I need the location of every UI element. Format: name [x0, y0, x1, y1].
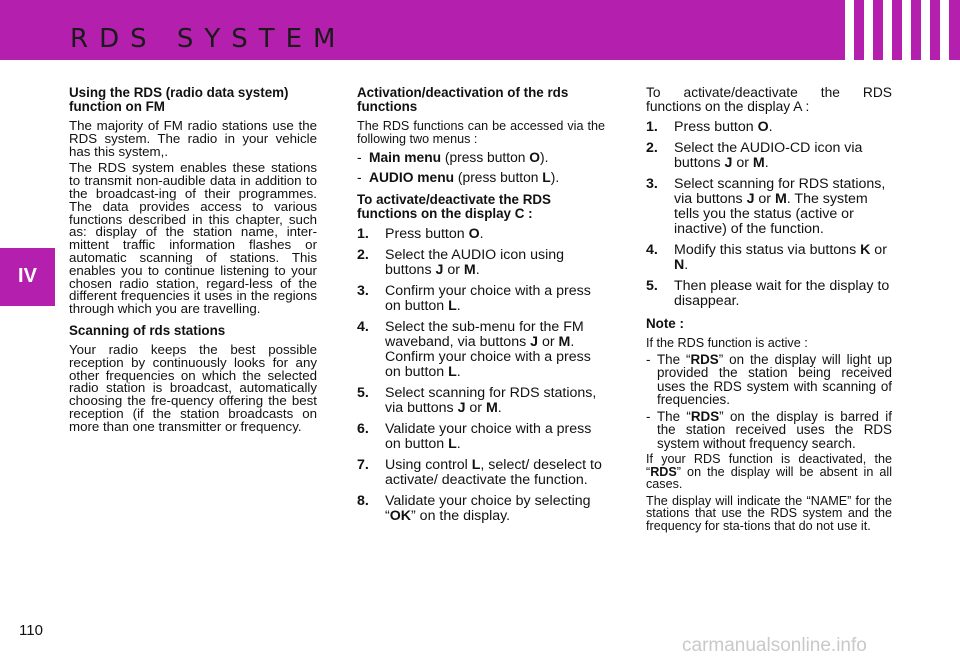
note-dash: -: [646, 408, 651, 424]
menu-name: AUDIO menu: [369, 170, 455, 185]
page-title: RDS SYSTEM: [70, 24, 347, 54]
step-number: 5.: [357, 385, 369, 401]
paragraph-scanning: Your radio keeps the best possible reception by continuously looks for any other frequencies on which the selected radio station is broadcast, automatically choosing the fre-quency offering the best reception (if the station broadcasts on more than one transmitter or frequency.: [69, 341, 317, 434]
note-intro: If the RDS function is active :: [646, 336, 808, 350]
step-fragment: Select the sub-menu for the FM waveband, via buttons: [385, 319, 584, 350]
step-number: 1.: [646, 119, 658, 135]
note-item: [646, 410, 892, 451]
button-key: L: [448, 364, 457, 380]
column-3: [646, 86, 892, 536]
note-heading: Note :: [646, 316, 684, 331]
button-key: M: [774, 191, 787, 207]
step-item: [646, 243, 892, 273]
menu-dash: -: [357, 150, 362, 165]
step-fragment: .: [456, 436, 461, 452]
button-key: O: [468, 226, 480, 242]
step-fragment: . The system tells you the status (active or inactive) of the function.: [674, 191, 868, 237]
menu-text: [369, 151, 548, 165]
step-number: 1.: [357, 226, 369, 242]
button-key: L: [471, 457, 481, 473]
chapter-tab-label: IV: [18, 265, 37, 287]
step-fragment: .: [456, 298, 461, 314]
step-text: [674, 279, 892, 309]
step-fragment: or: [443, 262, 464, 278]
step-fragment: .: [764, 155, 769, 171]
step-item: [357, 248, 605, 278]
step-fragment: Press button: [674, 119, 758, 135]
step-fragment: Select scanning for RDS stations, via buttons: [674, 176, 886, 207]
button-key: J: [530, 334, 539, 350]
note-fragment: ” on the display will light up provided the station being received uses the RDS system with scanning of frequencies.: [657, 351, 892, 407]
button-key: M: [752, 155, 765, 171]
note-fragment: ” on the display is barred if the station received uses the RDS system without frequency search.: [657, 408, 892, 451]
step-fragment: Confirm your choice with a press on button: [385, 283, 591, 314]
menu-rest: (press button: [454, 170, 543, 185]
page-number: 110: [19, 622, 43, 639]
paragraph-rds-deactivated: If your RDS function is deactivated, the “RDS” on the display will be absent in all cases.: [646, 452, 892, 491]
column-1: [69, 86, 317, 438]
step-number: 2.: [646, 140, 658, 156]
step-item: [357, 494, 605, 524]
button-key: N: [674, 257, 685, 273]
step-fragment: .: [475, 262, 480, 278]
menu-item: [357, 151, 605, 165]
step-number: 3.: [646, 176, 658, 192]
header-stripes-decoration: [845, 0, 960, 60]
page-header: [0, 0, 960, 60]
note-text: [657, 353, 892, 407]
section-heading-scanning: Scanning of rds stations: [69, 322, 226, 338]
button-key: L: [448, 298, 457, 314]
step-text: [674, 120, 892, 135]
step-fragment: .: [497, 400, 502, 416]
step-fragment: Validate your choice with a press on button: [385, 421, 592, 452]
section-heading-display-c: To activate/deactivate the RDS functions on the display C :: [357, 192, 551, 221]
paragraph-rds-majority: The majority of FM radio stations use the RDS system. The radio in your vehicle has this system,.: [69, 118, 317, 159]
menu-key: L: [542, 170, 551, 185]
step-item: [646, 279, 892, 309]
step-fragment: or: [754, 191, 775, 207]
step-item: [357, 284, 605, 314]
menu-text: [369, 171, 559, 185]
step-item: [646, 177, 892, 237]
chapter-tab: [0, 248, 55, 306]
watermark: carmanualsonline.info: [682, 635, 867, 656]
paragraph-rds-enables: The RDS system enables these stations to transmit non-audible data in addition to the broadcast-ing of their programmes. The data provides access to various functions described in this chapter, such as: display of the station name, inter-mittent traffic information flashes or automatic scanning of stations. This enables you to continue listening to your chosen radio station, regard-less of the different frequencies it uses in the regions through which you are travelling.: [69, 160, 317, 317]
step-number: 7.: [357, 457, 369, 473]
rds-label: RDS: [690, 351, 719, 367]
step-fragment: Using control: [385, 457, 472, 473]
step-text: [385, 422, 605, 452]
step-fragment: or: [732, 155, 753, 171]
button-key: J: [724, 155, 733, 171]
button-key: J: [435, 262, 444, 278]
step-text: [674, 141, 892, 171]
menu-dash: -: [357, 170, 362, 185]
step-fragment: or: [538, 334, 559, 350]
step-fragment: .: [479, 226, 484, 242]
step-fragment: .: [768, 119, 773, 135]
rds-label: RDS: [690, 408, 720, 424]
button-key: J: [746, 191, 755, 207]
step-item: [357, 227, 605, 242]
step-text: [674, 177, 892, 237]
button-key: OK: [389, 508, 412, 524]
step-fragment: Select scanning for RDS stations, via buttons: [385, 385, 597, 416]
step-number: 4.: [646, 242, 658, 258]
menu-item: [357, 171, 605, 185]
menu-rest: ).: [550, 170, 560, 185]
button-key: M: [463, 262, 476, 278]
step-fragment: , select/ deselect to activate/ deactivate the function.: [385, 457, 602, 488]
step-fragment: . Confirm your choice with a press on button: [385, 334, 591, 380]
note-text: [657, 410, 892, 451]
step-fragment: ” on the display.: [411, 508, 511, 524]
step-text: [385, 386, 605, 416]
step-fragment: Select the AUDIO icon using buttons: [385, 247, 565, 278]
step-text: [385, 284, 605, 314]
step-fragment: or: [870, 242, 887, 258]
button-key: J: [457, 400, 466, 416]
step-number: 4.: [357, 319, 369, 335]
step-text: [385, 320, 605, 380]
step-item: [646, 141, 892, 171]
note-dash: -: [646, 351, 651, 367]
step-number: 8.: [357, 493, 369, 509]
note-item: [646, 353, 892, 407]
step-fragment: Modify this status via buttons: [674, 242, 861, 258]
menu-key: O: [529, 150, 540, 165]
step-item: [357, 422, 605, 452]
paragraph-menus-intro: The RDS functions can be accessed via the following two menus :: [357, 119, 605, 146]
step-fragment: Validate your choice by selecting “: [385, 493, 591, 524]
menu-name: Main menu: [369, 150, 442, 165]
step-number: 2.: [357, 247, 369, 263]
step-fragment: Press button: [385, 226, 469, 242]
step-fragment: Select the AUDIO-CD icon via buttons: [674, 140, 863, 171]
step-text: [385, 248, 605, 278]
step-text: [385, 494, 605, 524]
section-heading-activation: Activation/deactivation of the rds functions: [357, 85, 569, 114]
menu-rest: (press button: [441, 150, 530, 165]
step-item: [357, 386, 605, 416]
step-item: [357, 458, 605, 488]
menu-rest: ).: [540, 150, 549, 165]
note-fragment: The “: [657, 408, 691, 424]
button-key: K: [860, 242, 871, 258]
paragraph-display-a-intro: To activate/deactivate the RDS functions on the display A :: [646, 85, 892, 114]
step-item: [646, 120, 892, 135]
button-key: M: [558, 334, 571, 350]
button-key: L: [448, 436, 457, 452]
step-number: 3.: [357, 283, 369, 299]
step-fragment: or: [465, 400, 486, 416]
step-fragment: .: [684, 257, 689, 273]
button-key: M: [485, 400, 498, 416]
step-number: 5.: [646, 278, 658, 294]
step-item: [357, 320, 605, 380]
step-number: 6.: [357, 421, 369, 437]
step-text: [385, 227, 605, 242]
step-text: [674, 243, 892, 273]
column-2: [357, 86, 605, 530]
step-fragment: .: [456, 364, 461, 380]
section-heading-rds-function: Using the RDS (radio data system) function on FM: [69, 85, 289, 114]
paragraph-display-name: The display will indicate the “NAME” for the stations that use the RDS system and the frequency for sta-tions that do not use it.: [646, 493, 892, 533]
button-key: O: [757, 119, 769, 135]
step-fragment: Then please wait for the display to disappear.: [674, 278, 890, 309]
step-text: [385, 458, 605, 488]
note-fragment: The “: [657, 351, 691, 367]
